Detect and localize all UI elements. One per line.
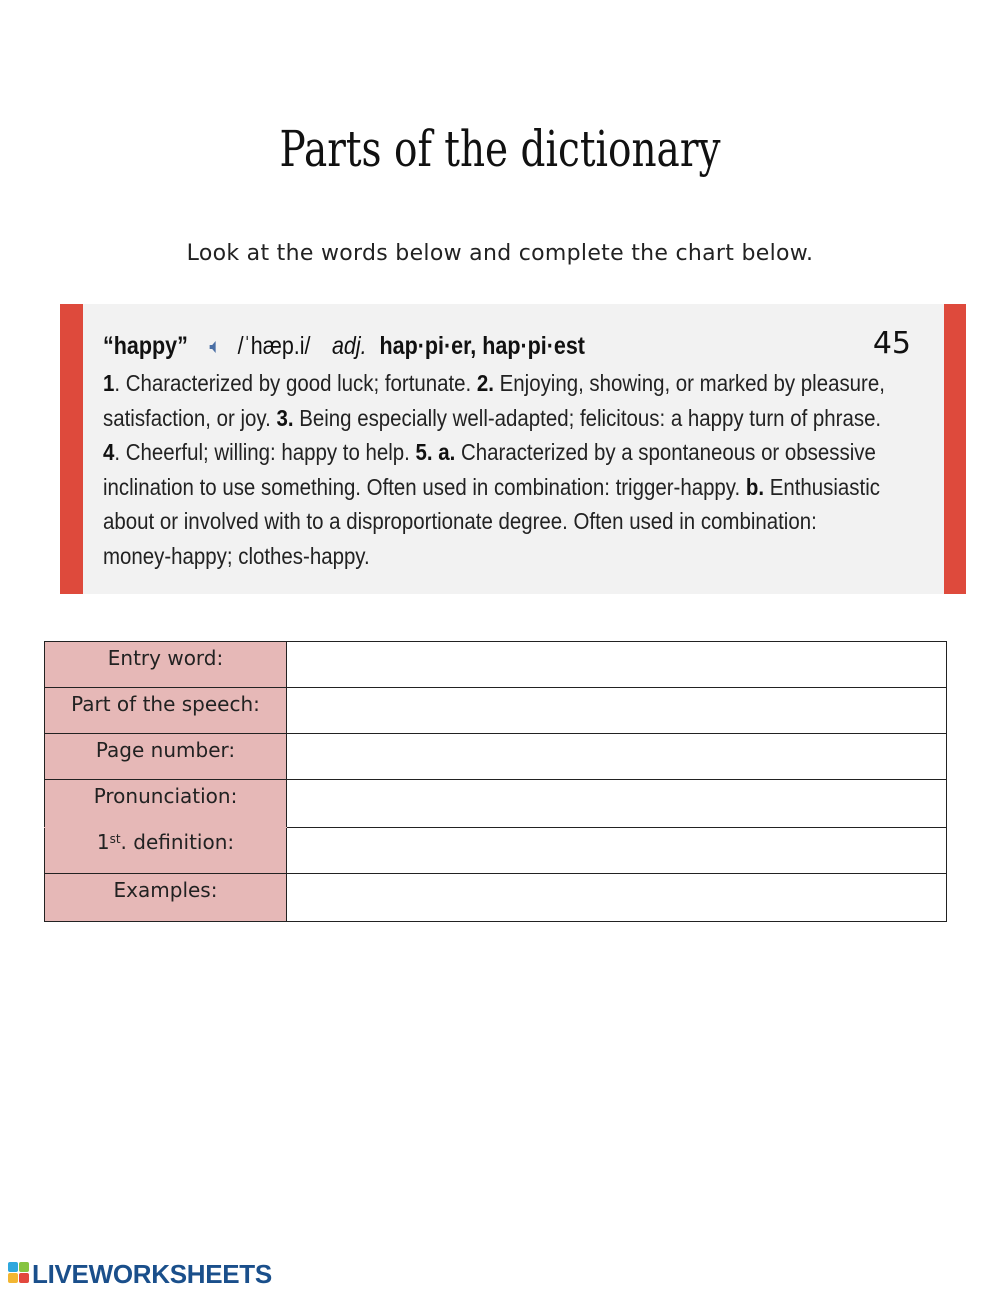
instruction-text: Look at the words below and complete the chart below. [186,241,814,266]
definition-line [103,470,936,505]
entry-word-answer-cell [287,642,947,688]
page-number-input[interactable] [287,734,946,779]
entry-word: “happy” [103,332,188,360]
chart-label: Examples: [45,874,287,922]
chart-row-first-definition [45,828,947,874]
definition-marker: 1 [103,370,115,396]
definition-text: satisfaction, or joy. [103,404,277,431]
chart-label-number: 1 [96,830,110,854]
chart-label: Pronunciation: [45,780,287,828]
chart-row-pronunciation [45,780,947,828]
definition-text: about or involved with to a disproportionate degree. Often used in combination: [103,508,817,535]
entry-pronunciation: /ˈhæp.i/ [237,332,311,360]
part-of-speech-answer-cell [287,688,947,734]
definition-marker: 2. [476,370,494,396]
chart-row-page-number [45,734,947,780]
entry-part-of-speech: adj. [331,332,367,360]
chart-label-rest: . definition: [120,830,235,854]
definition-text: inclination to use something. Often used in combination: trigger-happy. [103,473,746,500]
examples-input[interactable] [287,874,946,921]
entry-inflected-forms: hap·pi·er, hap·pi·est [379,332,585,360]
definition-marker: 3. [276,404,294,431]
first-definition-answer-cell [287,828,947,874]
chart-label: Part of the speech: [45,688,287,734]
answer-chart [44,641,947,922]
definition-line [103,401,936,436]
entry-definitions [103,366,936,574]
part-of-speech-input[interactable] [287,688,946,733]
dictionary-entry-card [60,304,966,594]
chart-label-ordinal: st [109,832,121,846]
examples-answer-cell [287,874,947,922]
card-accent-right [944,304,966,594]
brand-name: LIVEWORKSHEETS [32,1259,272,1289]
definition-text: Enjoying, showing, or marked by pleasure, [493,370,885,396]
speaker-icon[interactable] [208,338,220,356]
definition-marker: 5. a. [415,439,456,466]
definition-line [103,504,936,539]
page-number-answer-cell [287,734,947,780]
first-definition-input[interactable] [287,828,946,873]
definition-text: . Cheerful; willing: happy to help. [114,439,416,466]
definition-line [103,366,936,401]
liveworksheets-logo-icon [8,1262,30,1284]
entry-page-number: 45 [872,326,911,361]
page-title: Parts of the dictionary [279,120,721,178]
definition-text: Being especially well-adapted; felicitous: a happy turn of phrase. [293,404,882,431]
definition-line [103,435,936,470]
definition-text: money-happy; clothes-happy. [103,542,370,569]
chart-label: Entry word: [45,642,287,688]
pronunciation-input[interactable] [287,780,946,827]
chart-row-examples [45,874,947,922]
pronunciation-answer-cell [287,780,947,828]
chart-row-entry-word [45,642,947,688]
chart-label: Page number: [45,734,287,780]
definition-text: Enthusiastic [764,473,880,500]
definition-marker: 4 [103,439,115,466]
chart-label-first-definition [45,828,287,874]
entry-header [103,332,585,361]
definition-line [103,539,936,574]
definition-text: . Characterized by good luck; fortunate. [114,370,477,396]
entry-word-input[interactable] [287,642,946,687]
definition-text: Characterized by a spontaneous or obsessive [455,439,876,466]
card-accent-left [60,304,83,594]
definition-marker: b. [745,473,765,500]
chart-row-part-of-speech [45,688,947,734]
